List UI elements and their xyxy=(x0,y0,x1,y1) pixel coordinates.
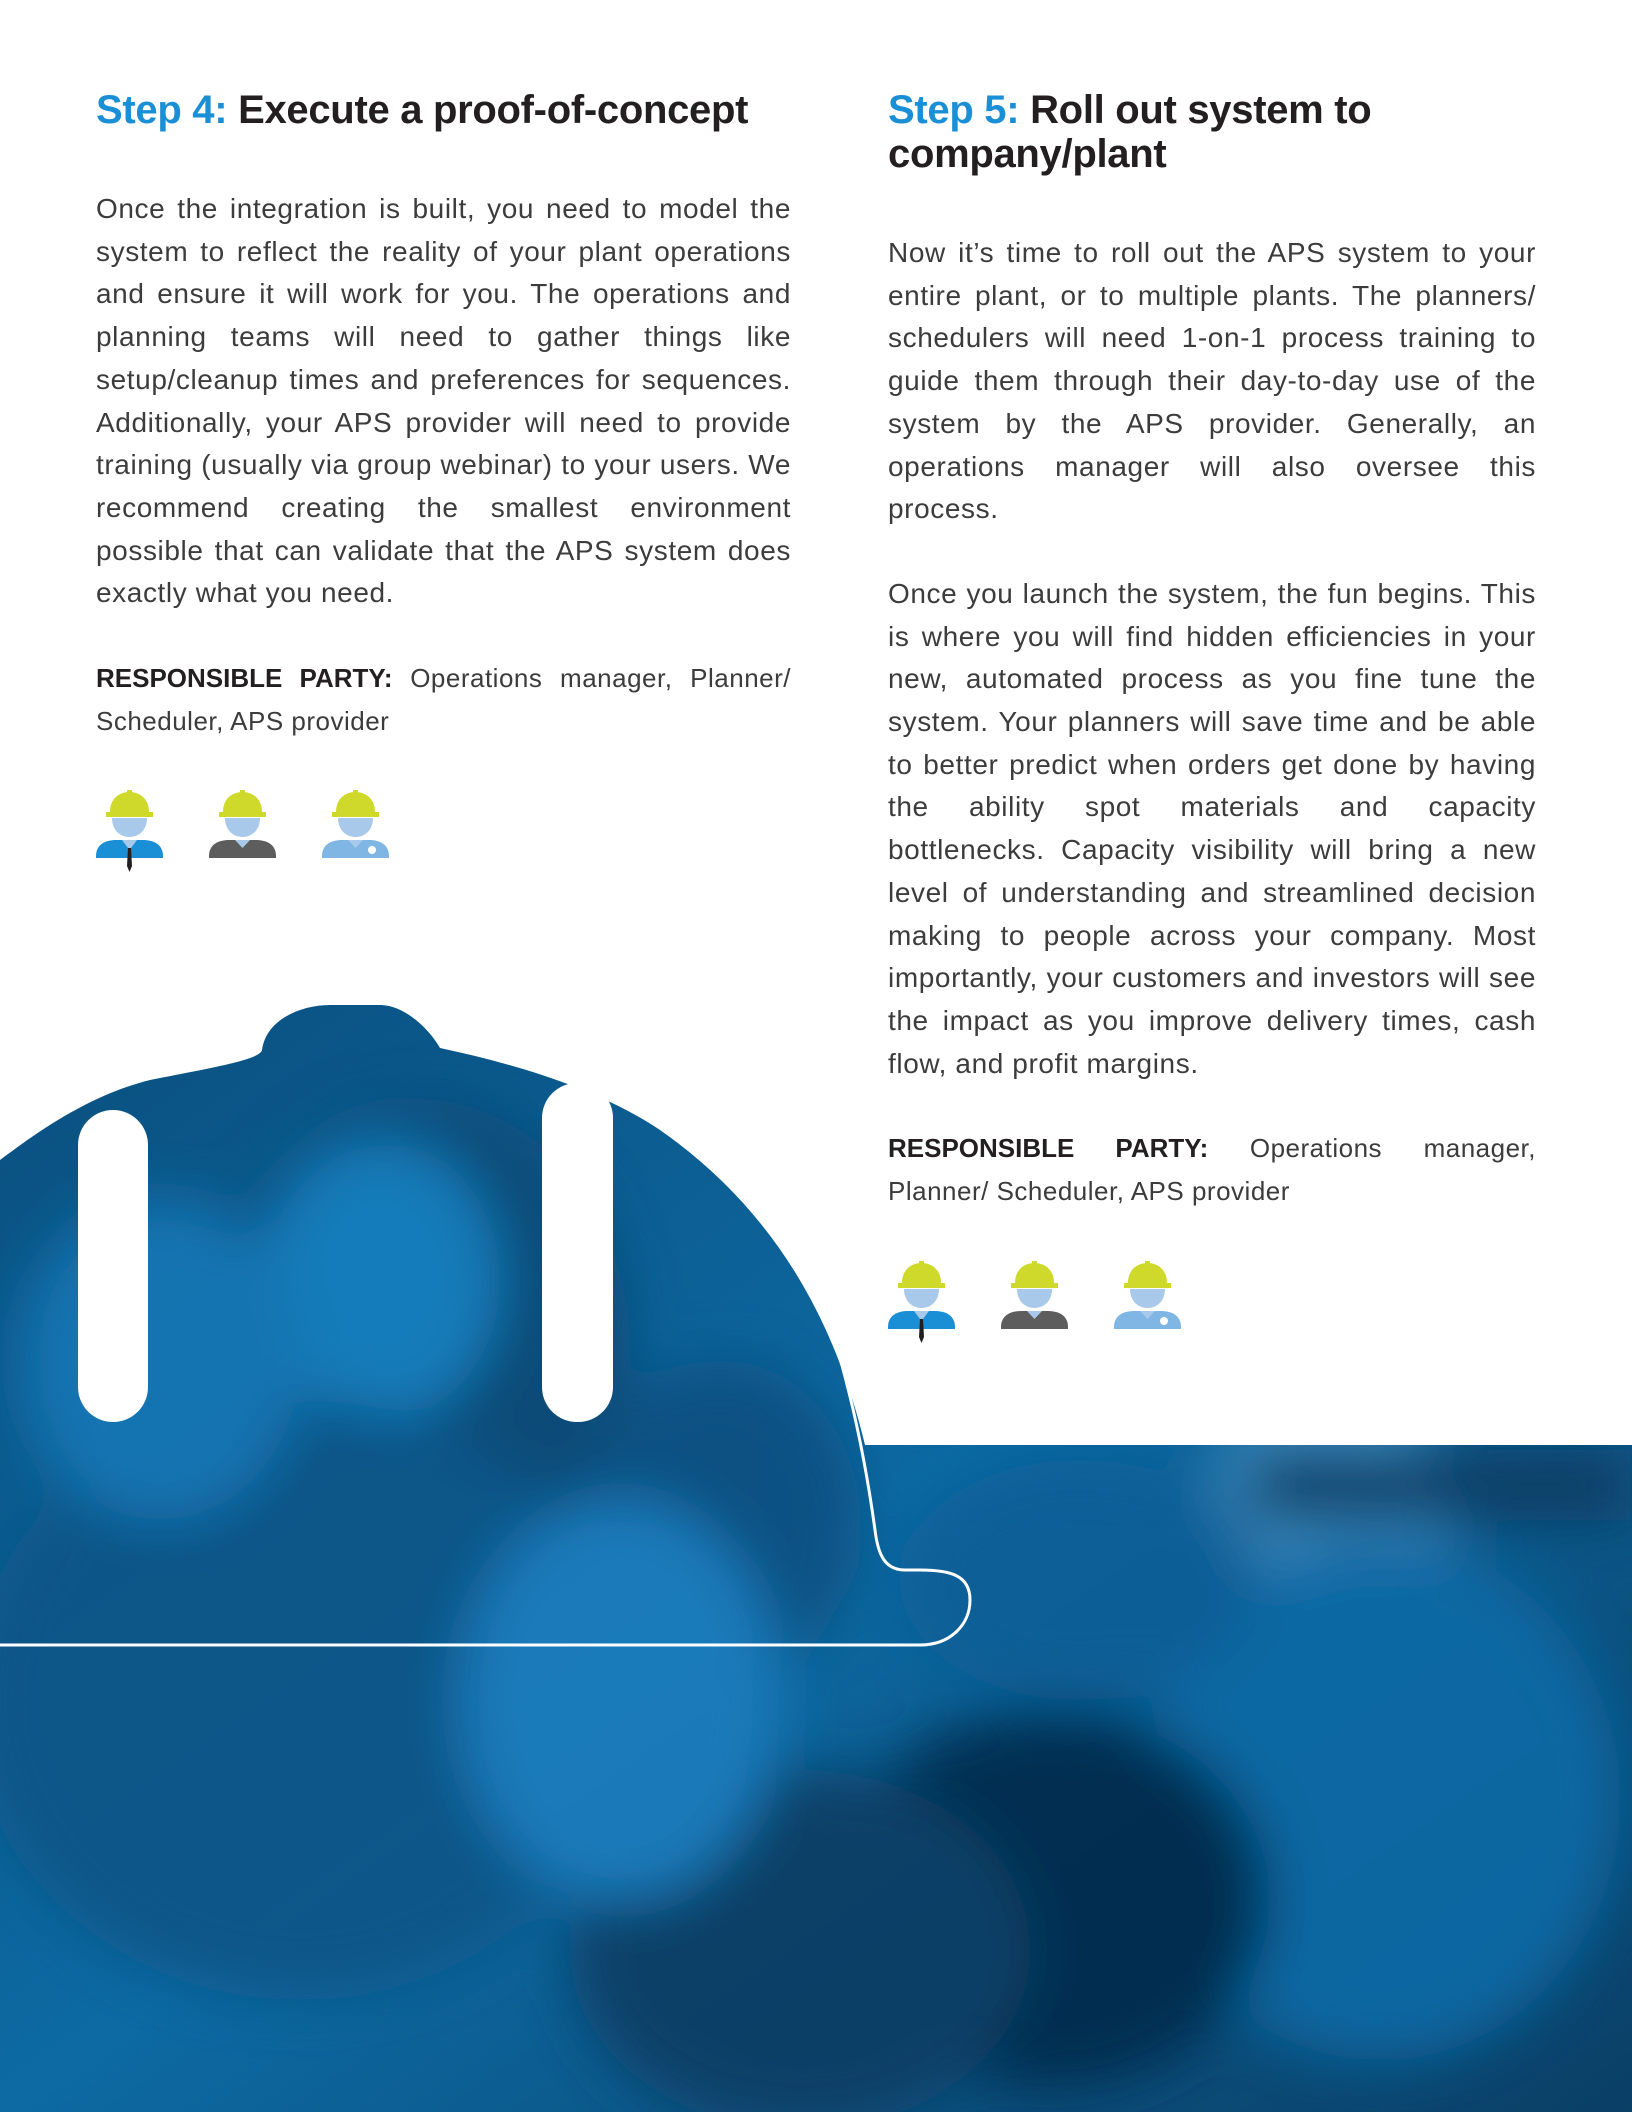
step-4-title: Execute a proof-of-concept xyxy=(238,88,749,132)
step-5-title: Roll out system to company/plant xyxy=(888,88,1372,176)
operations-manager-icon xyxy=(96,790,163,872)
responsible-party-label: RESPONSIBLE PARTY: xyxy=(888,1133,1209,1164)
step-4-section xyxy=(96,88,791,872)
aps-provider-icon xyxy=(322,790,389,872)
planner-scheduler-icon xyxy=(209,790,276,872)
step-4-role-icons xyxy=(96,790,791,872)
step-5-responsible-party xyxy=(888,1127,1536,1212)
step-5-label: Step 5: xyxy=(888,88,1020,132)
step-5-role-icons xyxy=(888,1261,1536,1343)
step-5-heading xyxy=(888,88,1536,176)
step-5-paragraph-2: Once you launch the system, the fun begins. This is where you will find hidden efficiencies in your new, automated process as you fine tune the system. Your planners will save time and be able to better predict when orders get done by having the ability spot materials and capacity bottlenecks. Capacity visibility will bring a new level of understanding and streamlined decision making to people across your company. Most importantly, your customers and investors will see the impact as you improve delivery times, cash flow, and profit margins. xyxy=(888,577,1536,1079)
step-4-label: Step 4: xyxy=(96,88,228,132)
responsible-party-value: Operations manager, Planner/ Scheduler, APS provider xyxy=(888,1133,1536,1207)
step-4-paragraph: Once the integration is built, you need to model the system to reflect the reality of your plant operations and ensure it will work for you. The operations and planning teams will need to gather things like setup/cleanup times and preferences for sequences. Additionally, your APS provider will need to provide training (usually via group webinar) to your users. We recommend creating the smallest environment possible that can validate that the APS system does exactly what you need. xyxy=(96,193,791,609)
planner-scheduler-icon xyxy=(1001,1261,1068,1343)
step-4-responsible-party xyxy=(96,657,791,742)
step-5-paragraph-1: Now it’s time to roll out the APS system to your entire plant, or to multiple plants. The planners/ schedulers will need 1-on-1 process training to guide them through their day-to-day use of the system by the APS provider. Generally, an operations manager will also oversee this process. xyxy=(888,237,1536,525)
operations-manager-icon xyxy=(888,1261,955,1343)
responsible-party-value: Operations manager, Planner/ Scheduler, APS provider xyxy=(96,663,791,736)
step-5-section xyxy=(888,88,1536,1343)
step-4-heading xyxy=(96,88,791,132)
responsible-party-label: RESPONSIBLE PARTY: xyxy=(96,663,393,694)
aps-provider-icon xyxy=(1114,1261,1181,1343)
